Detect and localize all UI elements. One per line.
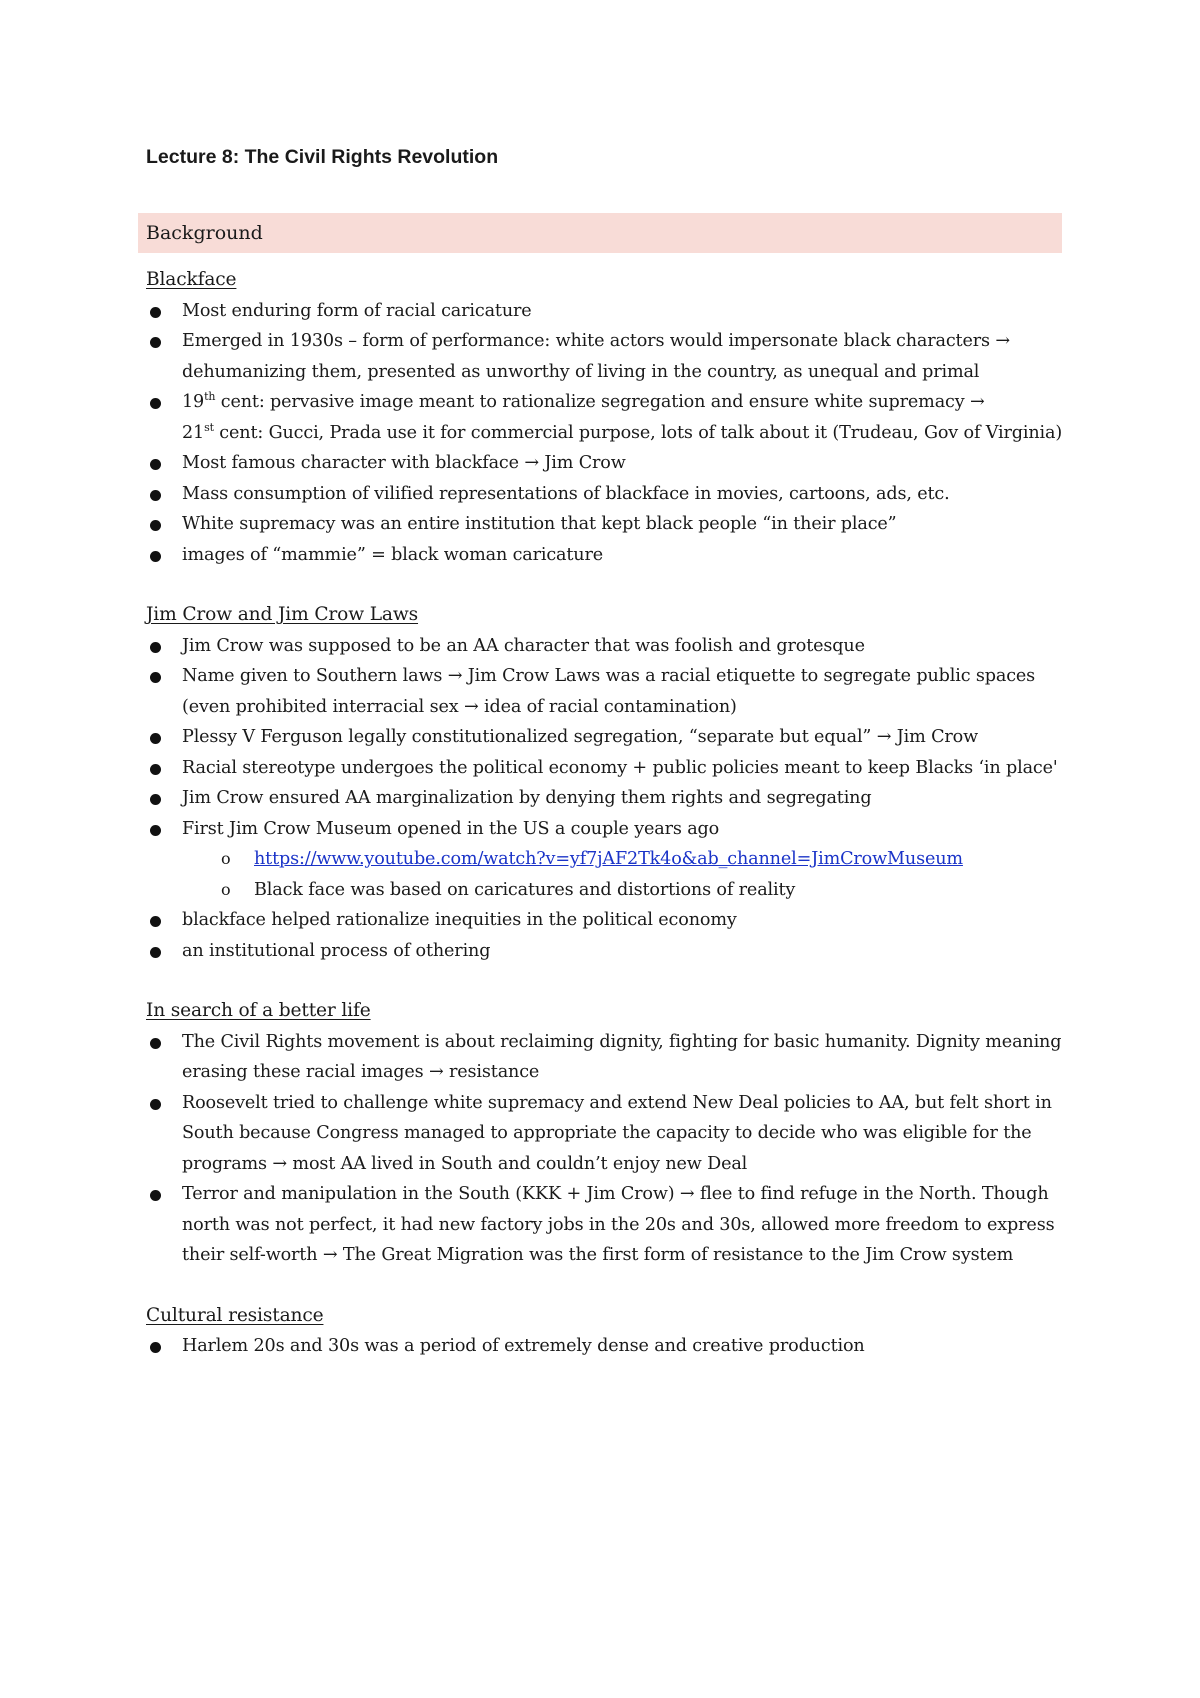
heading-jim-crow: Jim Crow and Jim Crow Laws — [146, 604, 419, 625]
list-item: Jim Crow was supposed to be an AA character that was foolish and grotesque — [146, 631, 1070, 662]
circle-bullet-icon: o — [221, 879, 231, 899]
bullet-icon — [150, 794, 161, 805]
list-blackface — [146, 296, 1070, 571]
bullet-icon — [150, 947, 161, 958]
list-item: Jim Crow ensured AA marginalization by denying them rights and segregating — [146, 783, 1070, 814]
section-gap — [146, 570, 1070, 600]
list-item: Terror and manipulation in the South (KKK + Jim Crow) → flee to find refuge in the North. Though north was not perfect, it had new factory jobs in the 20s and 30s, allowed more freedom to express their self-worth → The Great Migration was the first form of resistance to the Jim Crow system — [146, 1179, 1070, 1271]
bullet-icon — [150, 1038, 161, 1049]
sub-list-item — [221, 844, 1070, 875]
list-item: Roosevelt tried to challenge white supremacy and extend New Deal policies to AA, but felt short in South because Congress managed to appropriate the capacity to decide who was eligible for the programs → most AA lived in South and couldn’t enjoy new Deal — [146, 1088, 1070, 1180]
bullet-icon — [150, 398, 161, 409]
section-gap — [146, 966, 1070, 996]
list-cultural-resistance — [146, 1331, 1070, 1362]
list-item: images of “mammie” = black woman caricature — [146, 540, 1070, 571]
heading-cultural-resistance: Cultural resistance — [146, 1304, 324, 1326]
bullet-icon — [150, 307, 161, 318]
list-item: Most enduring form of racial caricature — [146, 296, 1070, 327]
bullet-icon — [150, 672, 161, 683]
notes-body — [146, 265, 1070, 1362]
list-jim-crow — [146, 631, 1070, 967]
list-item: an institutional process of othering — [146, 936, 1070, 967]
list-item: Emerged in 1930s – form of performance: white actors would impersonate black characters → dehumanizing them, presented as unworthy of living in the country, as unequal and primal — [146, 326, 1070, 387]
circle-bullet-icon: o — [221, 849, 231, 868]
museum-video-link[interactable]: https://www.youtube.com/watch?v=yf7jAF2Tk4o&ab_channel=JimCrowMuseum — [254, 849, 963, 869]
list-item: Name given to Southern laws → Jim Crow Laws was a racial etiquette to segregate public spaces (even prohibited interracial sex → idea of racial contamination) — [146, 661, 1070, 722]
bullet-icon — [150, 733, 161, 744]
list-item: Plessy V Ferguson legally constitutionalized segregation, “separate but equal” → Jim Crow — [146, 722, 1070, 753]
sub-list-item: o Black face was based on caricatures and distortions of reality — [221, 875, 1070, 906]
bullet-icon — [150, 825, 161, 836]
bullet-icon — [150, 337, 161, 348]
section-gap — [146, 1271, 1070, 1301]
bullet-icon — [150, 1190, 161, 1201]
bullet-icon — [150, 551, 161, 562]
list-item: First Jim Crow Museum opened in the US a couple years ago o https://www.youtube.com/watch?v=yf7jAF2Tk4o&ab_channel=JimCrowMuseum o Black face was based on caricatures and distortions of reality — [146, 814, 1070, 906]
bullet-icon — [150, 916, 161, 927]
list-item: Most famous character with blackface → Jim Crow — [146, 448, 1070, 479]
bullet-icon — [150, 520, 161, 531]
heading-better-life: In search of a better life — [146, 1000, 371, 1021]
page-title: Lecture 8: The Civil Rights Revolution — [146, 146, 499, 168]
list-better-life — [146, 1027, 1070, 1271]
list-item: Racial stereotype undergoes the political economy + public policies meant to keep Blacks ‘in place' — [146, 753, 1070, 784]
bullet-icon — [150, 764, 161, 775]
section-bar-background: Background — [138, 213, 1062, 253]
sub-list-museum — [182, 844, 1070, 905]
list-item: Mass consumption of vilified representations of blackface in movies, cartoons, ads, etc. — [146, 479, 1070, 510]
list-item: Harlem 20s and 30s was a period of extremely dense and creative production — [146, 1331, 1070, 1362]
list-item: The Civil Rights movement is about reclaiming dignity, fighting for basic humanity. Dignity meaning erasing these racial images → resistance — [146, 1027, 1070, 1088]
bullet-icon — [150, 1099, 161, 1110]
bullet-icon — [150, 459, 161, 470]
list-item: blackface helped rationalize inequities in the political economy — [146, 905, 1070, 936]
list-item: White supremacy was an entire institution that kept black people “in their place” — [146, 509, 1070, 540]
bullet-icon — [150, 642, 161, 653]
bullet-icon — [150, 1342, 161, 1353]
heading-blackface: Blackface — [146, 269, 237, 290]
bullet-icon — [150, 490, 161, 501]
list-item: 19th cent: pervasive image meant to rationalize segregation and ensure white supremacy → 21st cent: Gucci, Prada use it for commercial purpose, lots of talk about it (Trudeau, Gov of Virginia) — [146, 387, 1070, 448]
